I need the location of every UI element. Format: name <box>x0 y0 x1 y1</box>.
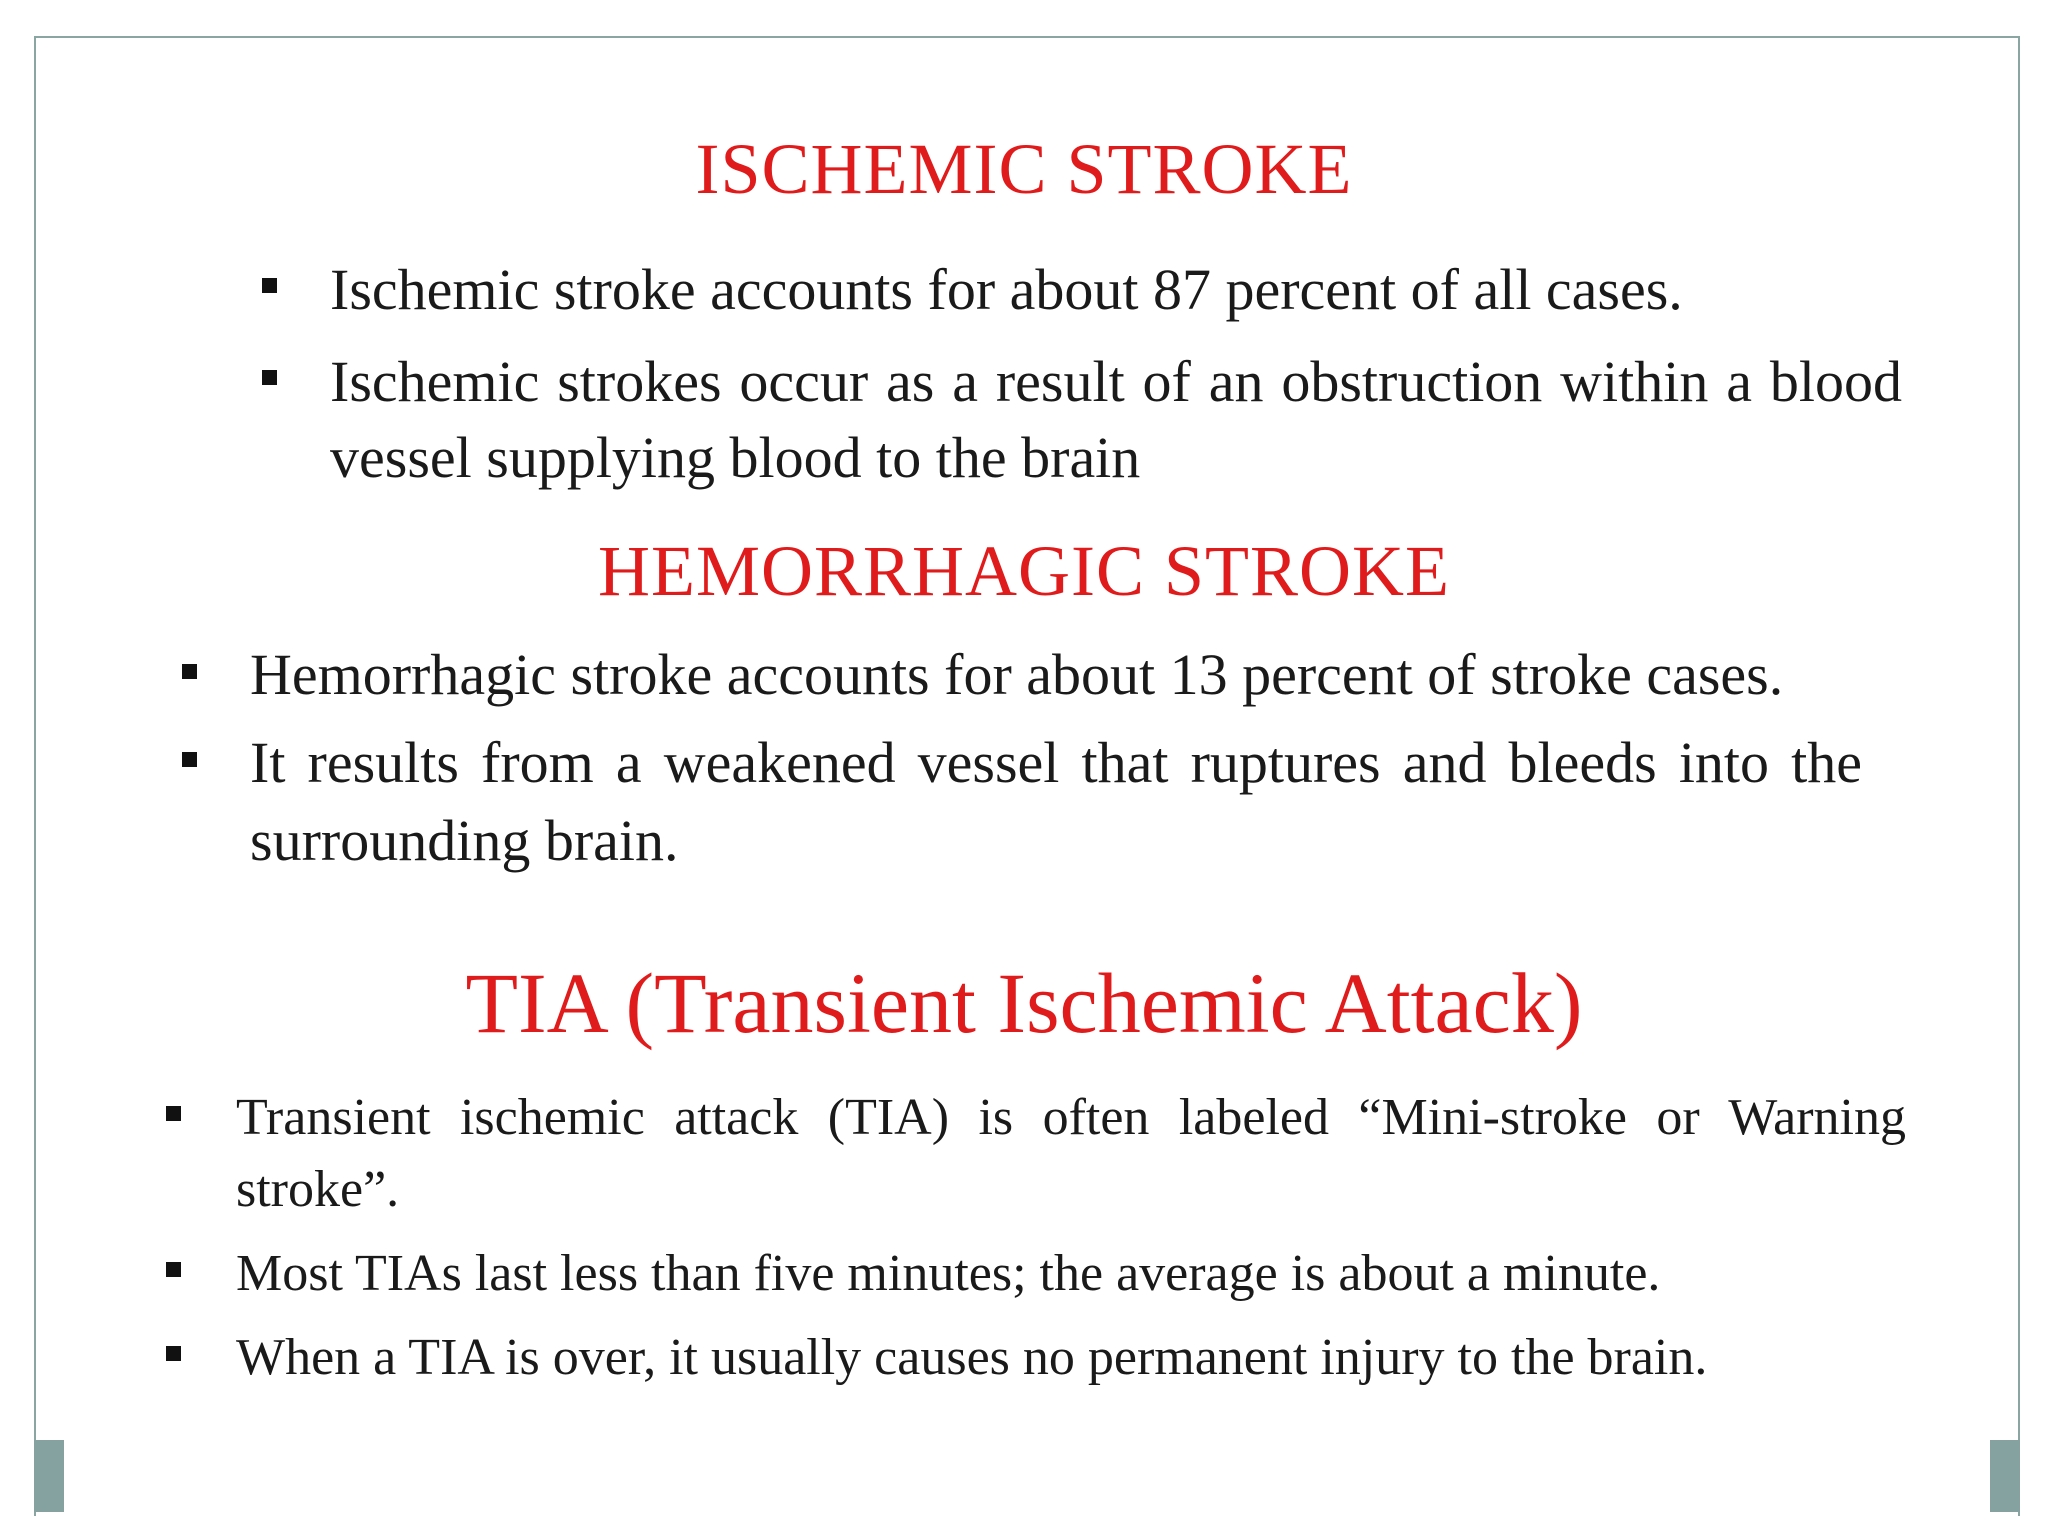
bullet-text: Transient ischemic attack (TIA) is often labeled “Mini-stroke or Warning stroke”. <box>236 1089 1906 1218</box>
bullet-icon <box>166 1346 181 1361</box>
bullet-icon <box>262 370 277 385</box>
corner-decoration-left <box>34 1440 64 1512</box>
hemorrhagic-stroke-list <box>182 636 1862 880</box>
bullet-text: It results from a weakened vessel that ruptures and bleeds into the surrounding brain. <box>250 730 1862 873</box>
bullet-icon <box>262 278 277 293</box>
list-item <box>182 636 1862 714</box>
corner-decoration-right <box>1990 1440 2020 1512</box>
bullet-icon <box>166 1262 181 1277</box>
ischemic-stroke-list <box>262 252 1902 496</box>
list-item <box>262 344 1902 496</box>
bullet-text: When a TIA is over, it usually causes no permanent injury to the brain. <box>236 1329 1708 1386</box>
bullet-text: Hemorrhagic stroke accounts for about 13 percent of stroke cases. <box>250 642 1784 707</box>
list-item <box>262 252 1902 328</box>
bullet-icon <box>182 752 197 767</box>
list-item <box>166 1322 1906 1394</box>
bullet-text: Ischemic strokes occur as a result of an obstruction within a blood vessel supplying blood to the brain <box>330 349 1902 490</box>
tia-list <box>166 1082 1906 1394</box>
tia-heading: TIA (Transient Ischemic Attack) <box>465 955 1583 1051</box>
list-item <box>166 1082 1906 1226</box>
list-item <box>166 1238 1906 1310</box>
bullet-icon <box>166 1106 181 1121</box>
ischemic-stroke-heading: ISCHEMIC STROKE <box>695 129 1353 209</box>
list-item <box>182 724 1862 880</box>
hemorrhagic-stroke-heading: HEMORRHAGIC STROKE <box>597 531 1451 611</box>
bullet-text: Ischemic stroke accounts for about 87 percent of all cases. <box>330 257 1683 322</box>
bullet-text: Most TIAs last less than five minutes; the average is about a minute. <box>236 1245 1661 1302</box>
bullet-icon <box>182 664 197 679</box>
